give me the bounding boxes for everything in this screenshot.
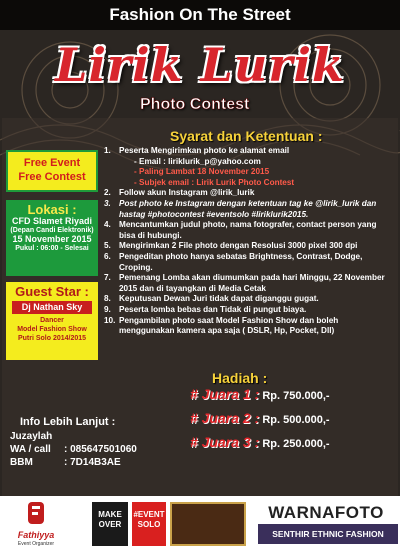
prize-1: # Juara 1 : Rp. 750.000,- (190, 386, 330, 402)
term-item-5: 5. Mengirimkan 2 File photo dengan Resolusi 3000 pixel 300 dpi (104, 241, 358, 251)
term-sub-subject: - Subjek email : Lirik Lurik Photo Contest (134, 177, 295, 187)
warnafoto-logo: WARNAFOTO (268, 503, 384, 522)
term-item-9: 9. Peserta lomba bebas dan Tidak di pungut biaya. (104, 304, 307, 314)
term-item-7: 7. Pemenang Lomba akan diumumkan pada hari Minggu, 22 November 2015 dan di tayangkan di Media Cetak (104, 273, 385, 293)
term-item-3: 3. Post photo ke Instagram dengan ketentuan tag ke @lirik_lurik dan hastag #photocontest #eventsolo #liriklurik2015. (104, 198, 377, 219)
term-sub-deadline: - Paling Lambat 18 November 2015 (134, 167, 270, 177)
term-item-10: 10. Pengambilan photo saat Model Fashion Show dan boleh menggunakan kamera apa saja ( DSLR, Hp, Pocket, Dll) (104, 315, 339, 336)
contact-info: Juzaylah WA / call : 085647501060 BBM : 7D14B3AE (10, 431, 137, 468)
term-item-6: 6. Pengeditan photo hanya sebatas Brightness, Contrast, Dodge, Croping. (104, 251, 363, 272)
event-logo: Lirik Lurik (55, 38, 345, 92)
guest-star-box: Guest Star : Dj Nathan Sky Dancer Model Fashion Show Putri Solo 2014/2015 (6, 282, 98, 360)
fathiyya-icon (4, 500, 68, 530)
terms-list (104, 146, 394, 337)
sponsor-batik-logo (170, 502, 246, 546)
term-item-8: 8. Keputusan Dewan Juri tidak dapat diganggu gugat. (104, 294, 319, 304)
makeover-logo: MAKE OVER (92, 502, 128, 546)
prize-title: Hadiah : (212, 370, 268, 386)
prize-2: # Juara 2 : Rp. 500.000,- (190, 410, 330, 426)
eventsolo-logo: #EVENT SOLO (132, 502, 166, 546)
info-title: Info Lebih Lanjut : (20, 416, 116, 428)
term-item-4: 4. Mencantumkan judul photo, nama fotografer, contact person yang bisa di hubungi. (104, 220, 377, 240)
term-item-2: 2. Follow akun Instagram @lirik_lurik (104, 188, 255, 198)
term-sub-email: - Email : liriklurik_p@yahoo.com (134, 156, 261, 166)
event-subtitle: Photo Contest (140, 96, 250, 113)
location-box: Lokasi : CFD Slamet Riyadi (Depan Candi Elektronik) 15 November 2015 Pukul : 06:00 - Selesai (6, 200, 98, 276)
term-item-1: 1. Peserta Mengirimkan photo ke alamat email (104, 146, 290, 155)
header-title: Fashion On The Street (109, 5, 291, 24)
terms-title: Syarat dan Ketentuan : (170, 128, 323, 144)
free-event-box: Free Event Free Contest (6, 150, 98, 192)
fathiyya-logo: Fathiyya Event Organizer (4, 500, 68, 548)
senthir-logo: SENTHIR ETHNIC FASHION (258, 524, 398, 544)
prize-3: # Juara 3 : Rp. 250.000,- (190, 434, 330, 450)
